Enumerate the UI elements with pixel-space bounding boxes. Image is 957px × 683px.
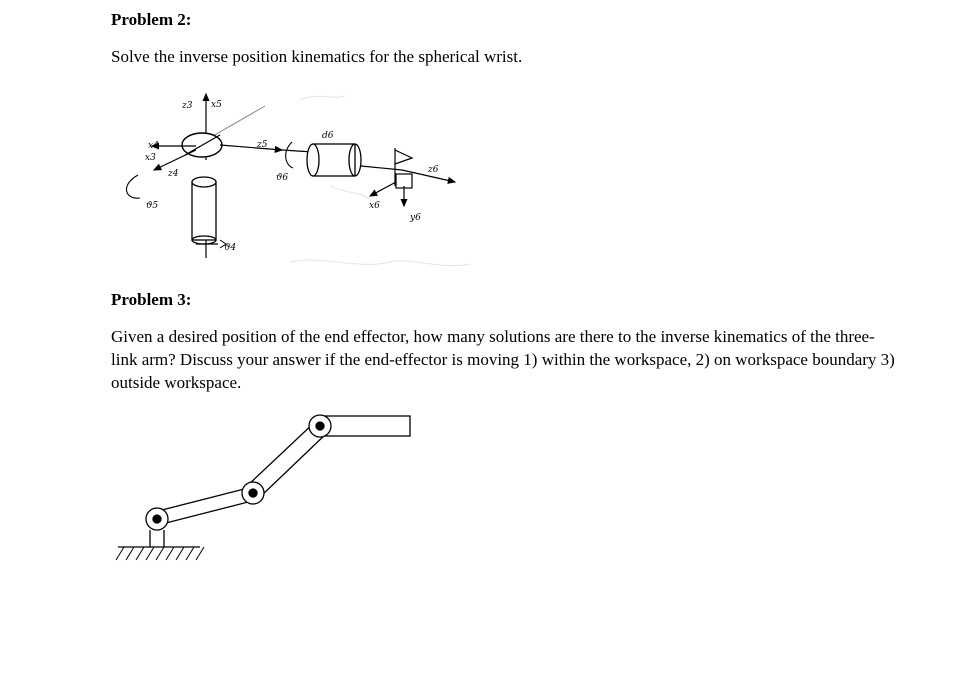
label-d6: d6 (322, 131, 334, 141)
label-x3: x3 (145, 153, 156, 163)
label-theta4: ϑ4 (224, 243, 237, 253)
label-z3: z3 (182, 101, 193, 111)
x5-axis-line (206, 106, 265, 140)
problem-2-heading: Problem 2: (111, 10, 192, 29)
problem-3-text: Given a desired position of the end effector, how many solutions are there to the inverse kinematics of the three-link arm? Discuss your answer if the end-effector is moving 1) within the workspace, 2) on workspace boundary 3) outside workspace. (111, 327, 895, 392)
theta6-rotation-arc (286, 142, 293, 168)
z5-axis-arrow (220, 145, 282, 150)
problem-2-text: Solve the inverse position kinematics for the spherical wrist. (111, 47, 523, 66)
label-x5: x5 (211, 100, 222, 110)
wrist-cylinder (192, 177, 216, 244)
label-theta6: ϑ6 (276, 173, 289, 183)
x6-axis-arrow (370, 182, 396, 196)
label-z5: z5 (257, 140, 268, 150)
problem-3-heading: Problem 3: (111, 290, 192, 309)
label-x6: x6 (369, 201, 380, 211)
end-effector-frame (395, 148, 412, 188)
label-y6: y6 (410, 213, 421, 223)
label-theta5: ϑ5 (146, 201, 159, 211)
label-z4: z4 (168, 169, 179, 179)
z4-axis-arrow (154, 150, 196, 170)
d6-cylinder (307, 144, 361, 176)
label-z6: z6 (428, 165, 439, 175)
theta5-rotation-arc (126, 175, 140, 198)
label-x4: x4 (148, 141, 159, 151)
background-scribbles (290, 96, 470, 266)
